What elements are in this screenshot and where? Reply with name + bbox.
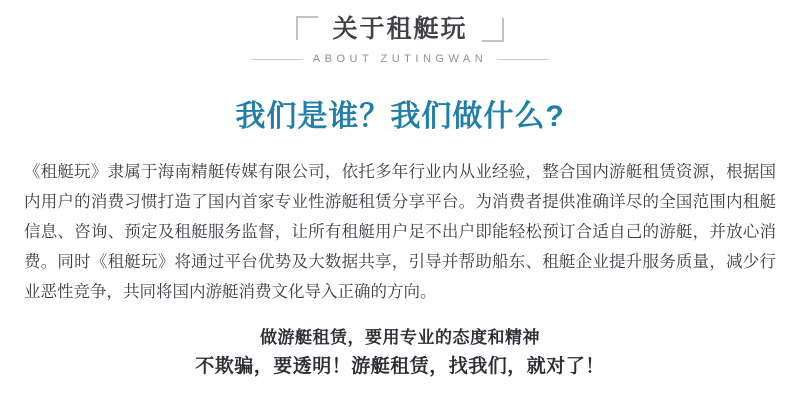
slogan-block: [0, 325, 800, 381]
page-header: [0, 0, 800, 65]
slogan-line-1: 做游艇租赁，要用专业的态度和精神: [260, 328, 540, 347]
divider-line-right: [497, 59, 549, 60]
slogan-line-2: 不欺骗，要透明！游艇租赁，找我们，就对了！: [195, 356, 605, 377]
page-title: 关于租艇玩: [332, 15, 468, 43]
divider-line-left: [251, 59, 303, 60]
page-subtitle: ABOUT ZUTINGWAN: [312, 53, 488, 65]
bracket-bottom-right-icon: [482, 18, 504, 42]
header-subtitle-row: [251, 53, 549, 65]
section-heading: 我们是谁？我们做什么?: [235, 100, 565, 133]
body-paragraph: 《租艇玩》隶属于海南精艇传媒有限公司，依托多年行业内从业经验，整合国内游艇租赁资源，根据国内用户的消费习惯打造了国内首家专业性游艇租赁分享平台。为消费者提供准确详尽的全国范围内租艇信息、咨询、预定及租艇服务监督，让所有租艇用户足不出户即能轻松预订合适自己的游艇，并放心消费。同时《租艇玩》将通过平台优势及大数据共享，引导并帮助船东、租艇企业提升服务质量，减少行业恶性竞争，共同将国内游艇消费文化导入正确的方向。: [24, 163, 776, 301]
bracket-top-left-icon: [296, 16, 318, 40]
header-title-row: [296, 14, 503, 44]
